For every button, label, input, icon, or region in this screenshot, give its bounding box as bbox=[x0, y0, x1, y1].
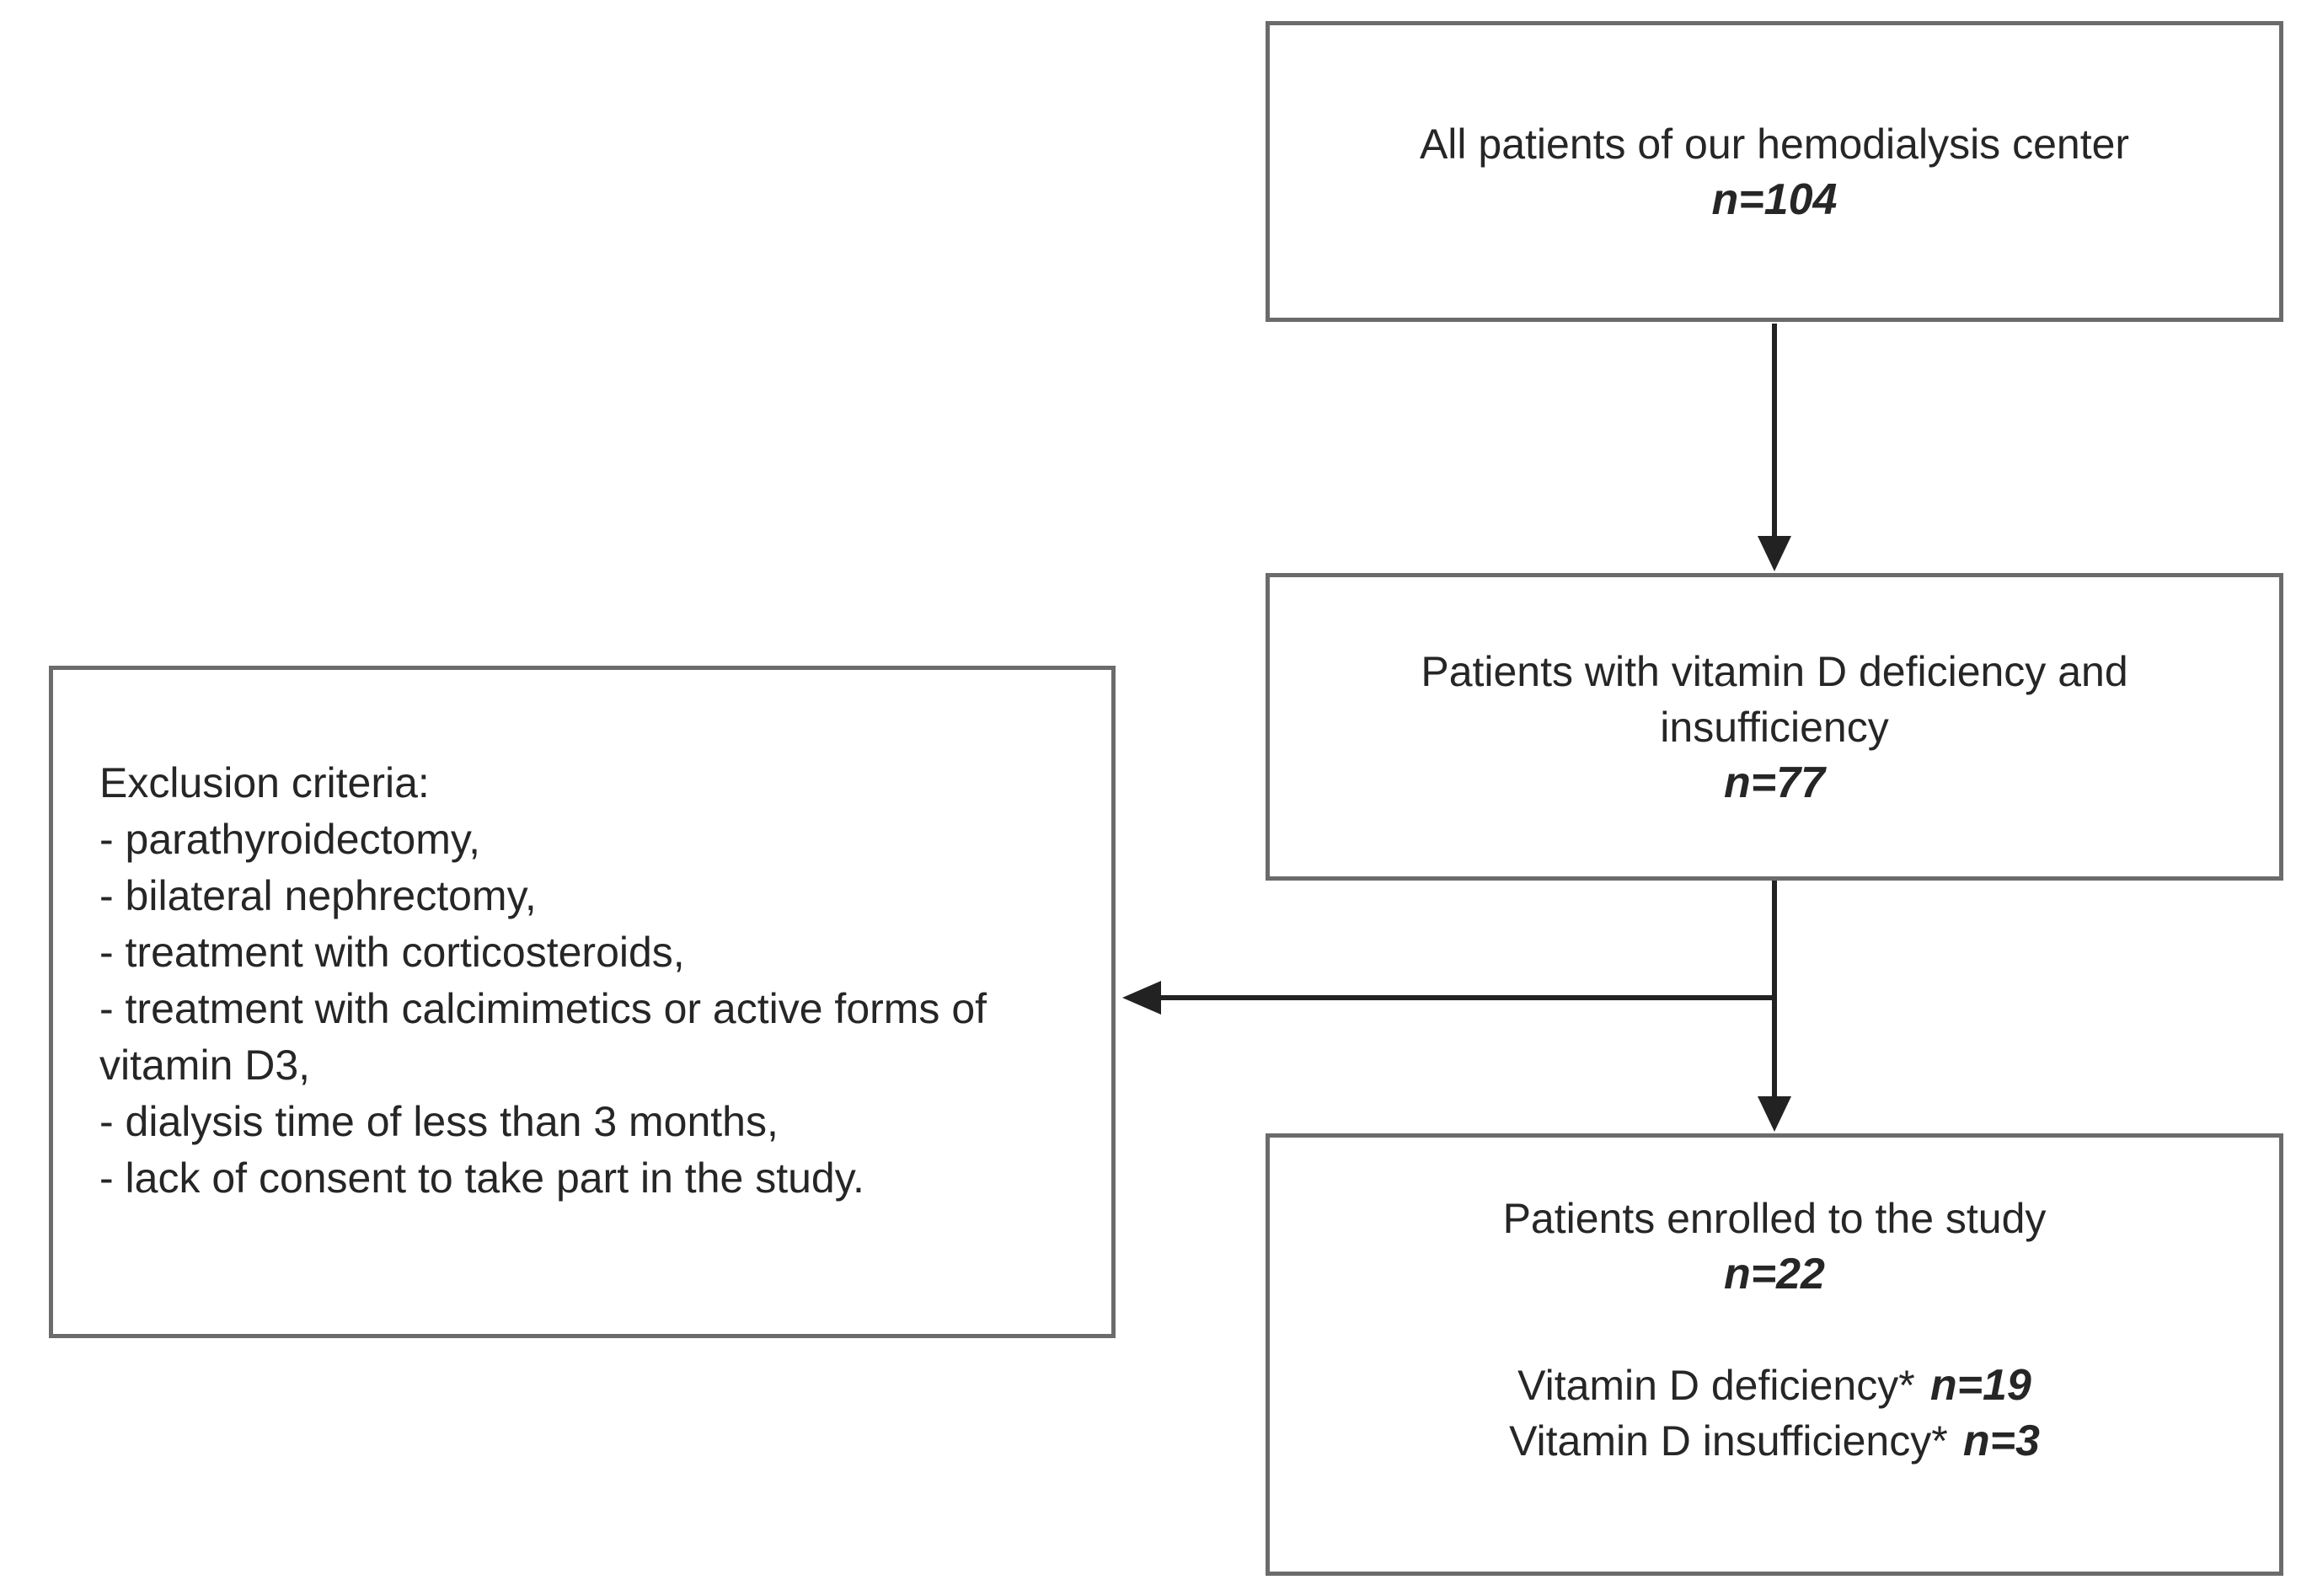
box-all-patients bbox=[1266, 21, 2283, 322]
arrow-down-2-head bbox=[1758, 1096, 1791, 1132]
box-enrolled-spacer bbox=[1303, 1302, 2245, 1358]
arrow-down-1-head bbox=[1758, 536, 1791, 571]
subgroup-insufficiency-n: n=3 bbox=[1962, 1416, 2040, 1465]
box-all-patients-n: n=104 bbox=[1711, 174, 1838, 224]
exclusion-item: - treatment with corticosteroids, bbox=[99, 929, 685, 976]
box-enrolled-subgroup-insufficiency bbox=[1303, 1413, 2245, 1469]
box-exclusion-criteria bbox=[49, 666, 1116, 1338]
box-enrolled-text: Patients enrolled to the study bbox=[1502, 1194, 2047, 1242]
exclusion-item: - lack of consent to take part in the study. bbox=[99, 1154, 864, 1202]
box-vitamin-d-deficiency-insufficiency bbox=[1266, 573, 2283, 881]
arrow-left-to-exclusion bbox=[1122, 981, 1777, 1015]
box-deficiency-n: n=77 bbox=[1724, 758, 1825, 807]
exclusion-item: - treatment with calcimimetics or active forms of vitamin D3, bbox=[99, 985, 987, 1089]
subgroup-deficiency-n: n=19 bbox=[1929, 1360, 2031, 1410]
box-all-patients-text: All patients of our hemodialysis center bbox=[1419, 120, 2130, 168]
exclusion-item: - dialysis time of less than 3 months, bbox=[99, 1098, 779, 1145]
box-enrolled bbox=[1266, 1133, 2283, 1576]
arrow-down-all-to-deficiency bbox=[1758, 324, 1791, 571]
subgroup-insufficiency-label: Vitamin D insufficiency* bbox=[1509, 1417, 1948, 1465]
arrow-left-head bbox=[1122, 981, 1161, 1015]
box-enrolled-n: n=22 bbox=[1724, 1249, 1825, 1299]
subgroup-deficiency-label: Vitamin D deficiency* bbox=[1517, 1361, 1915, 1409]
exclusion-title: Exclusion criteria: bbox=[99, 759, 430, 806]
box-enrolled-subgroup-deficiency bbox=[1303, 1358, 2245, 1413]
exclusion-item: - bilateral nephrectomy, bbox=[99, 872, 537, 919]
arrow-down-deficiency-to-enrolled bbox=[1758, 879, 1791, 1132]
exclusion-item: - parathyroidectomy, bbox=[99, 816, 481, 863]
box-deficiency-text: Patients with vitamin D deficiency and insufficiency bbox=[1421, 647, 2128, 751]
